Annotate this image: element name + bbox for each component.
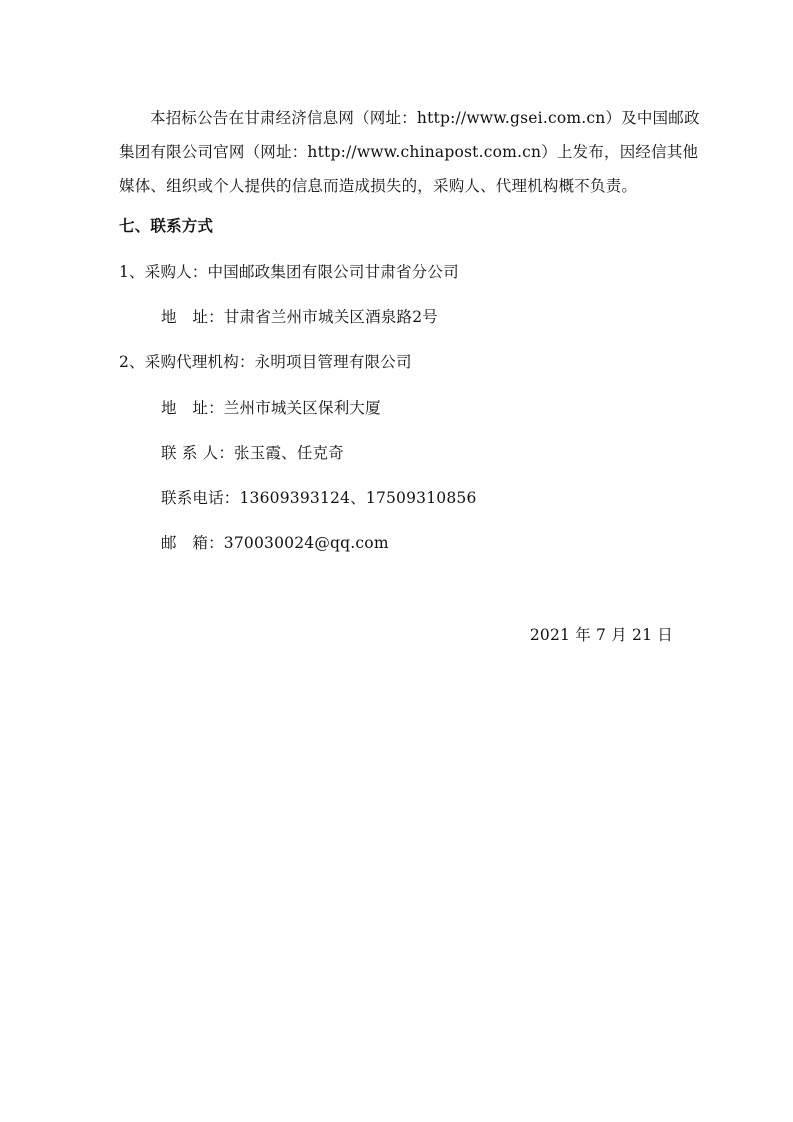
notice-line-2: 集团有限公司官网（网址：http://www.chinapost.com.cn）上发布，因经信其他	[119, 143, 699, 161]
purchaser-line: 1、采购人：中国邮政集团有限公司甘肃省分公司	[119, 263, 459, 281]
agency-line: 2、采购代理机构：永明项目管理有限公司	[119, 353, 412, 371]
agency-address: 地 址：兰州市城关区保利大厦	[161, 399, 381, 417]
section-heading-contact: 七、联系方式	[119, 216, 214, 235]
notice-line-1: 本招标公告在甘肃经济信息网（网址：http://www.gsei.com.cn）及中国邮政	[150, 109, 700, 127]
notice-paragraph	[119, 101, 700, 203]
purchaser-address: 地 址：甘肃省兰州市城关区酒泉路2号	[161, 308, 438, 326]
document-date: 2021 年 7 月 21 日	[529, 626, 673, 644]
agency-contact-person: 联 系 人：张玉霞、任克奇	[161, 444, 344, 462]
notice-line-3: 媒体、组织或个人提供的信息而造成损失的，采购人、代理机构概不负责。	[119, 177, 638, 195]
agency-email: 邮 箱：370030024@qq.com	[161, 534, 389, 552]
agency-phone: 联系电话：13609393124、17509310856	[161, 489, 477, 507]
